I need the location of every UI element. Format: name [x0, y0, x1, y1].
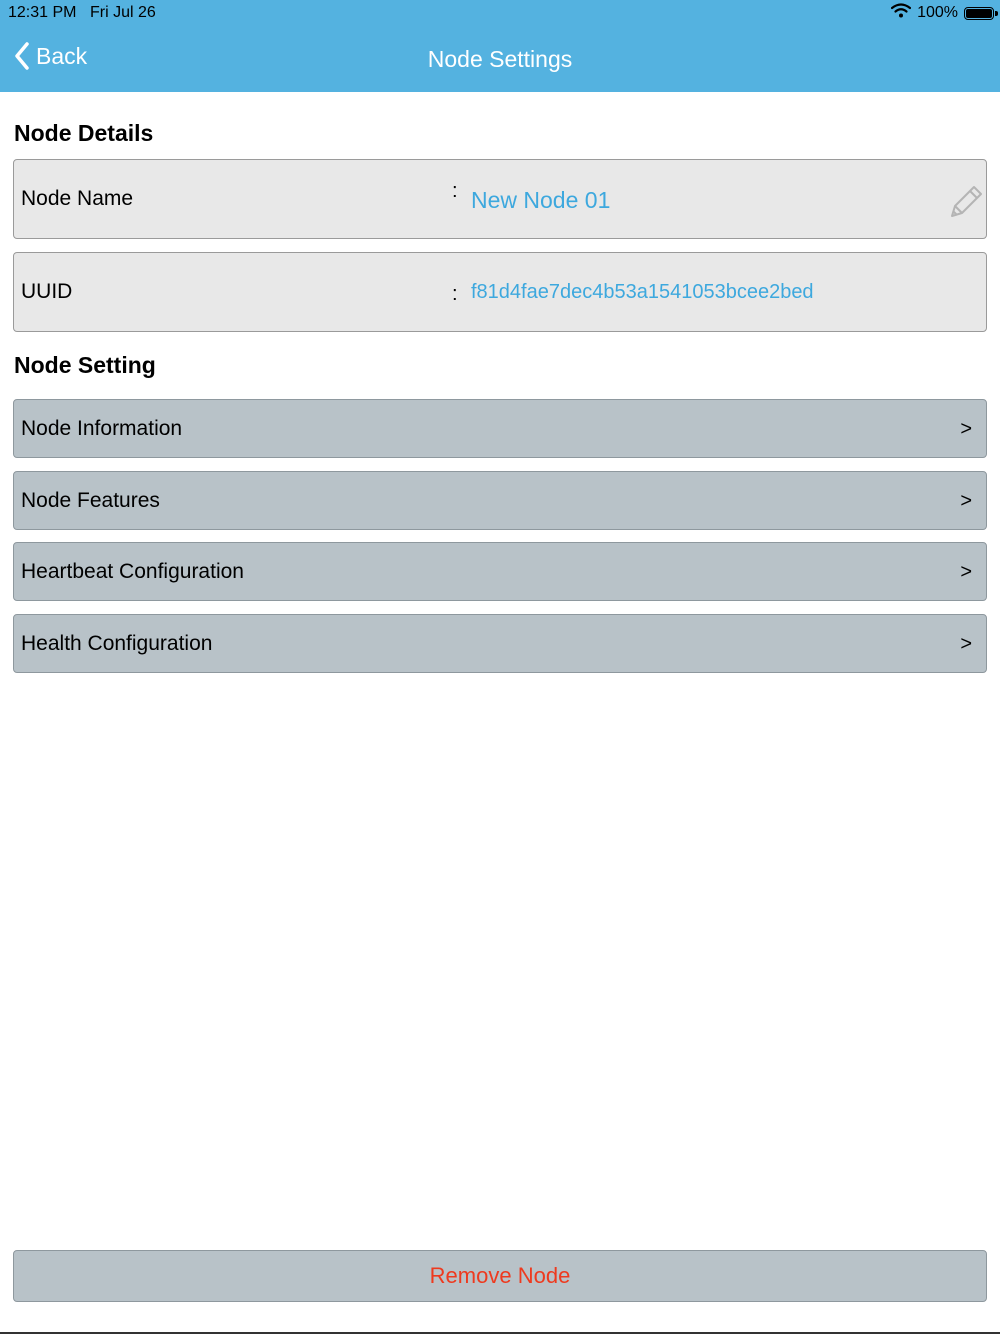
- status-time: 12:31 PM: [8, 4, 77, 21]
- setting-item-label: Node Features: [21, 489, 160, 512]
- status-indicators: [891, 3, 994, 23]
- setting-item-label: Health Configuration: [21, 632, 213, 655]
- node-name-value[interactable]: New Node 01: [471, 187, 611, 213]
- setting-item-label: Heartbeat Configuration: [21, 560, 244, 583]
- uuid-row: [13, 252, 987, 332]
- battery-percentage: 100%: [917, 4, 958, 21]
- chevron-right-icon: >: [960, 633, 972, 655]
- node-features-row[interactable]: [13, 471, 987, 530]
- wifi-icon: [891, 3, 911, 23]
- node-information-row[interactable]: [13, 399, 987, 458]
- node-setting-heading: Node Setting: [14, 352, 156, 378]
- uuid-value: f81d4fae7dec4b53a1541053bcee2bed: [471, 281, 814, 303]
- battery-icon: [964, 7, 994, 20]
- node-name-row[interactable]: [13, 159, 987, 239]
- uuid-label: UUID: [21, 280, 73, 303]
- status-date: Fri Jul 26: [90, 4, 156, 21]
- chevron-right-icon: >: [960, 490, 972, 512]
- remove-node-button[interactable]: Remove Node: [13, 1250, 987, 1302]
- uuid-separator: :: [452, 283, 458, 305]
- chevron-right-icon: >: [960, 561, 972, 583]
- chevron-right-icon: >: [960, 418, 972, 440]
- node-name-separator: :: [452, 180, 458, 202]
- page-title: Node Settings: [427, 46, 573, 72]
- node-name-label: Node Name: [21, 187, 134, 210]
- node-details-heading: Node Details: [14, 120, 154, 146]
- pencil-icon[interactable]: [946, 184, 984, 227]
- navigation-bar: [0, 0, 1000, 92]
- setting-item-label: Node Information: [21, 417, 183, 440]
- back-label: Back: [36, 42, 88, 69]
- heartbeat-configuration-row[interactable]: [13, 542, 987, 601]
- health-configuration-row[interactable]: [13, 614, 987, 673]
